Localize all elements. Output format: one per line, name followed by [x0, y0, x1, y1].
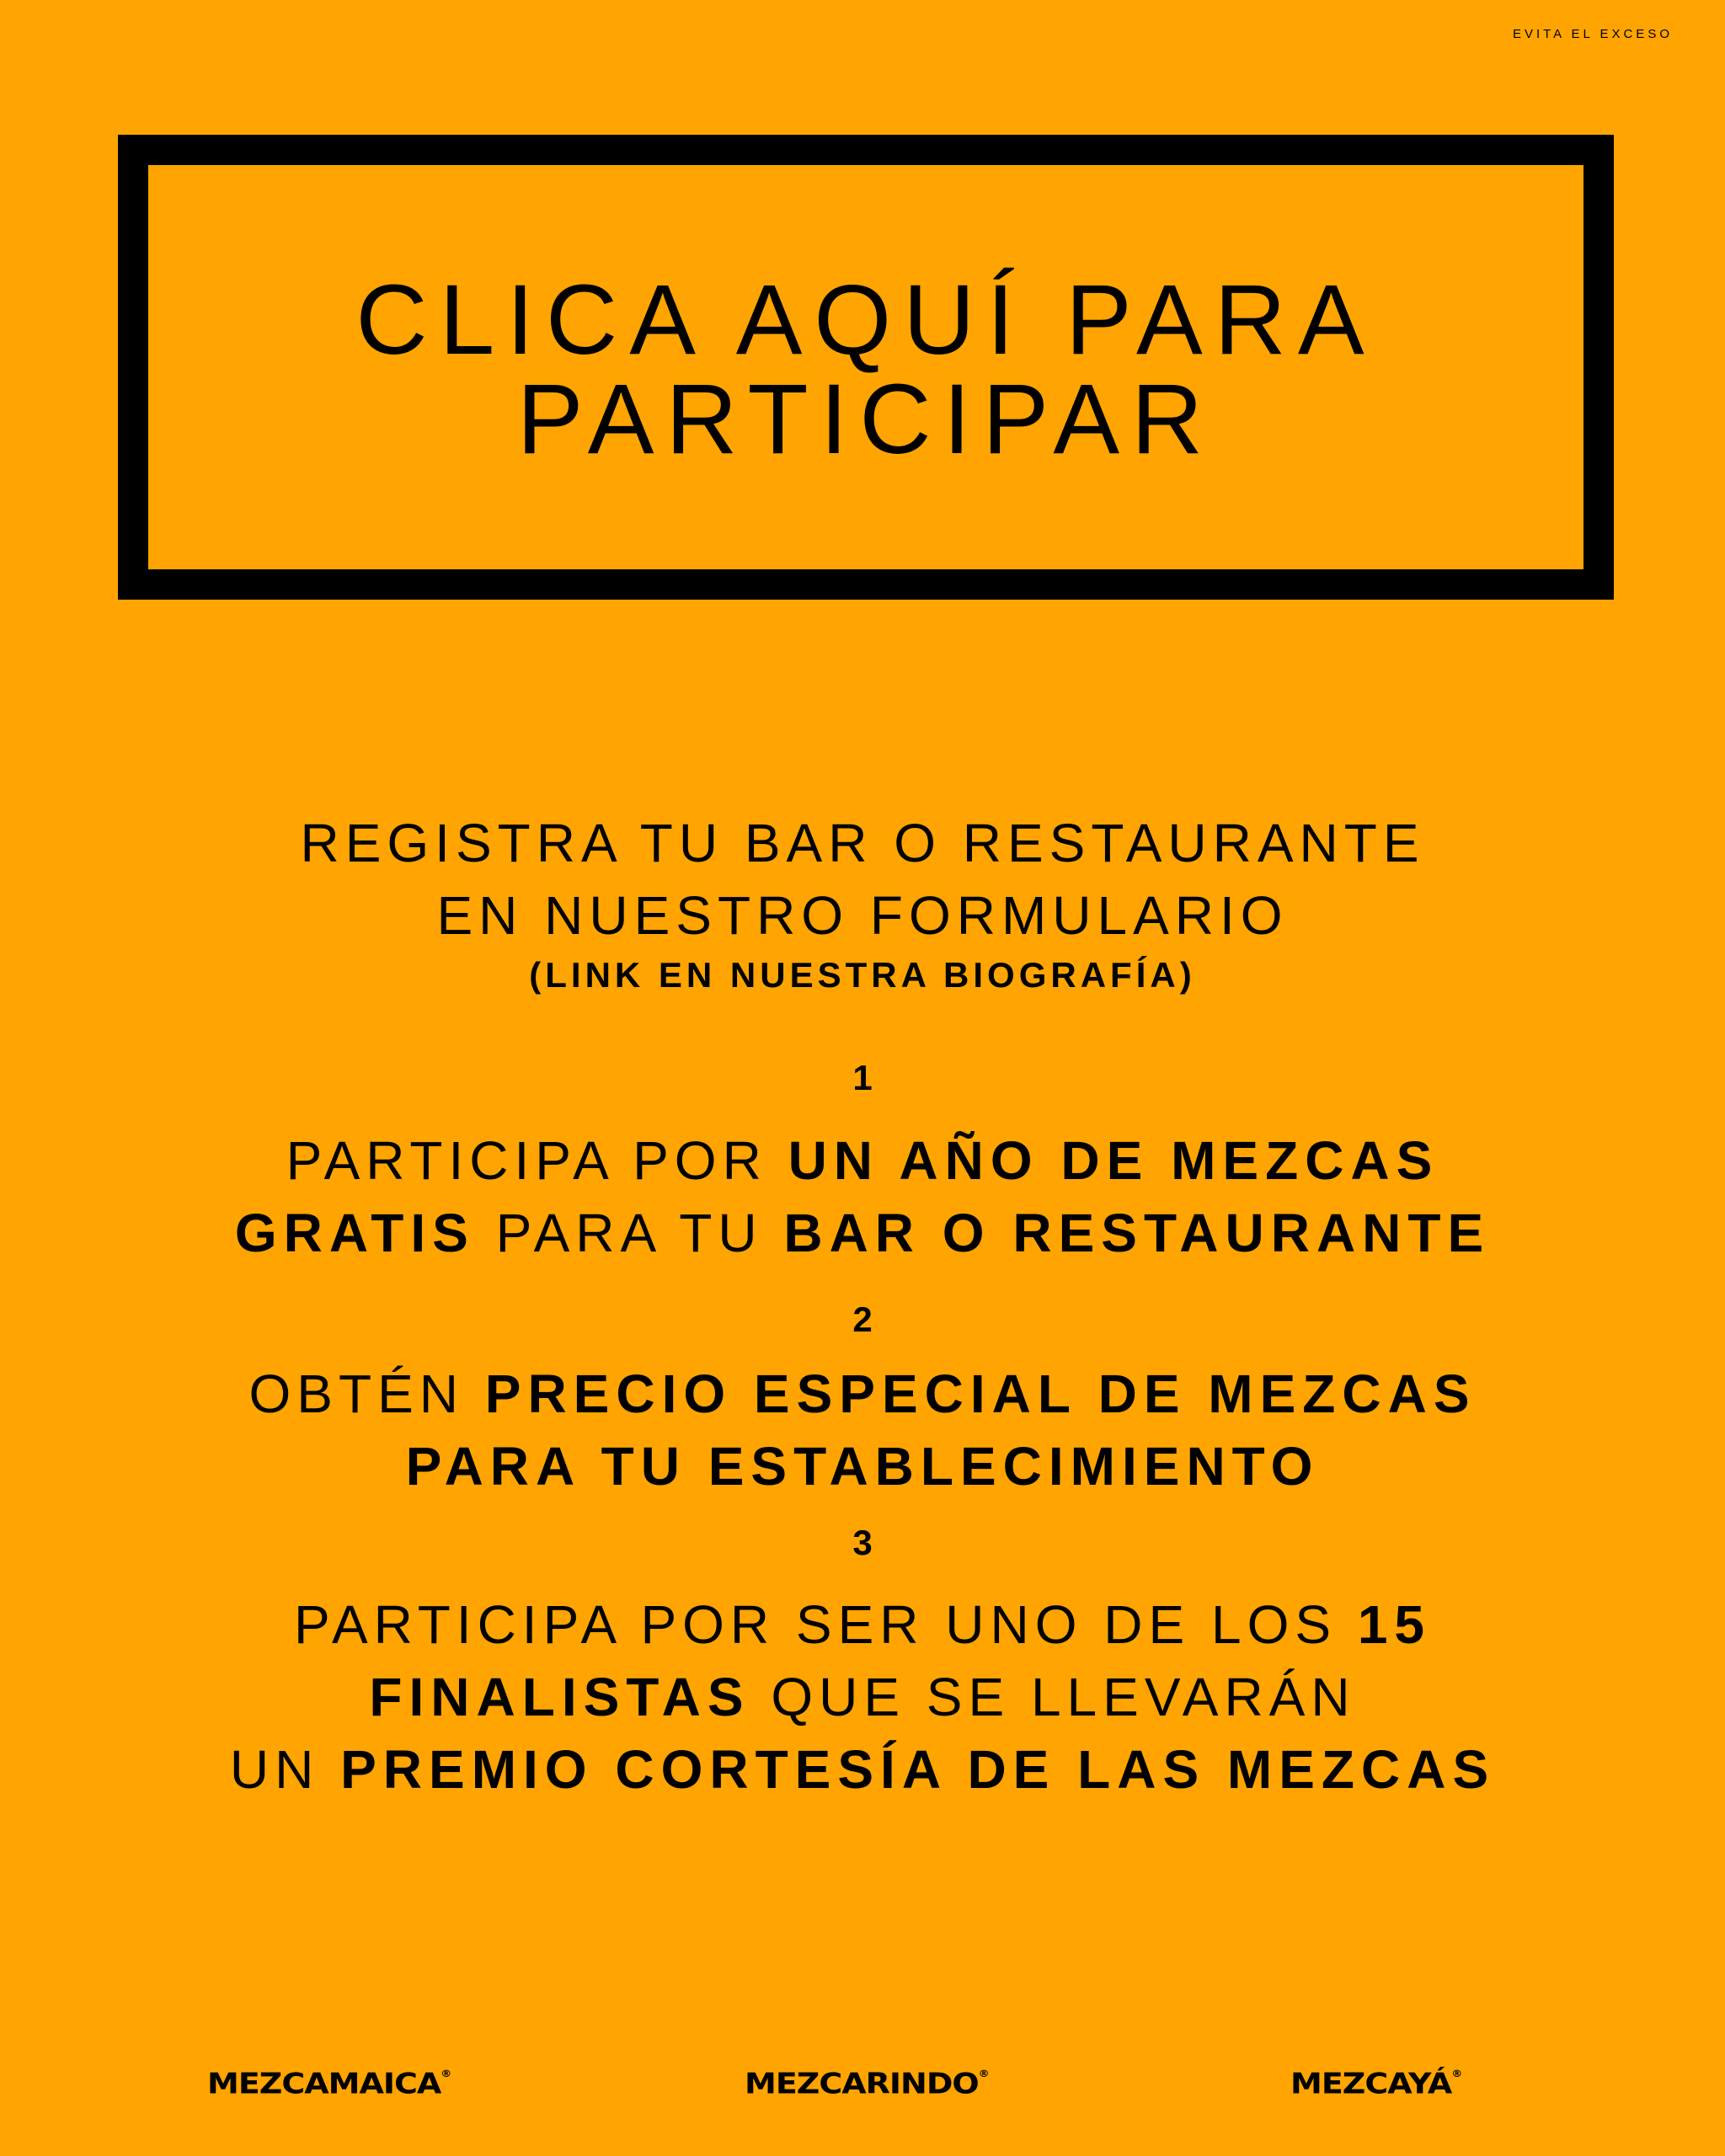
step-1-number: 1 [852, 1058, 873, 1097]
register-line-1: REGISTRA TU BAR O RESTAURANTE [300, 813, 1425, 873]
step-2-line-2 [0, 1430, 1725, 1502]
step-1-part-c: GRATIS [234, 1203, 475, 1263]
step-3-part-c: FINALISTAS [369, 1667, 750, 1727]
brand-logos [0, 2065, 1725, 2107]
logo-mezcamaica: MEZCAMAICA® [207, 2067, 451, 2100]
step-3-number: 3 [852, 1523, 873, 1562]
cta-line-1: CLICA AQUÍ PARA [355, 264, 1376, 376]
register-note: (LINK EN NUESTRA BIOGRAFÍA) [529, 955, 1196, 995]
step-1-line-1 [0, 1124, 1725, 1197]
step-3-text [0, 1588, 1725, 1806]
step-2-line-1 [0, 1358, 1725, 1430]
step-1-part-e: BAR O RESTAURANTE [783, 1203, 1491, 1263]
logo-mezcarindo: MEZCARINDO® [745, 2067, 989, 2100]
participate-button[interactable] [118, 135, 1614, 600]
step-2-number: 2 [852, 1299, 873, 1339]
step-3-line-1 [0, 1588, 1725, 1661]
step-2-text [0, 1358, 1725, 1502]
step-3-line-3 [0, 1733, 1725, 1806]
register-line-2: EN NUESTRO FORMULARIO [436, 885, 1289, 946]
participate-button-label [355, 264, 1376, 475]
cta-line-2: PARTICIPAR [516, 364, 1215, 475]
step-1-text [0, 1124, 1725, 1269]
step-3-part-d: QUE SE LLEVARÁN [750, 1667, 1356, 1727]
step-3-part-b: 15 [1357, 1594, 1431, 1655]
step-1-part-d: PARA TU [474, 1203, 784, 1263]
register-section [0, 807, 1725, 999]
step-1-part-a: PARTICIPA POR [286, 1130, 788, 1191]
step-1-part-b: UN AÑO DE MEZCAS [788, 1130, 1439, 1191]
step-2-part-b: PRECIO ESPECIAL DE MEZCAS [484, 1364, 1477, 1424]
step-3-line-2 [0, 1661, 1725, 1733]
step-2-part-c: PARA TU ESTABLECIMIENTO [405, 1436, 1320, 1497]
step-1-line-2 [0, 1197, 1725, 1269]
step-3-part-e: UN [229, 1739, 341, 1800]
step-2-part-a: OBTÉN [248, 1364, 485, 1424]
step-3-part-a: PARTICIPA POR SER UNO DE LOS [294, 1594, 1358, 1655]
step-3-part-f: PREMIO CORTESÍA DE LAS MEZCAS [340, 1739, 1496, 1800]
logo-mezcaya: MEZCAYÁ® [1290, 2067, 1462, 2100]
disclaimer-text: EVITA EL EXCESO [1512, 27, 1673, 41]
